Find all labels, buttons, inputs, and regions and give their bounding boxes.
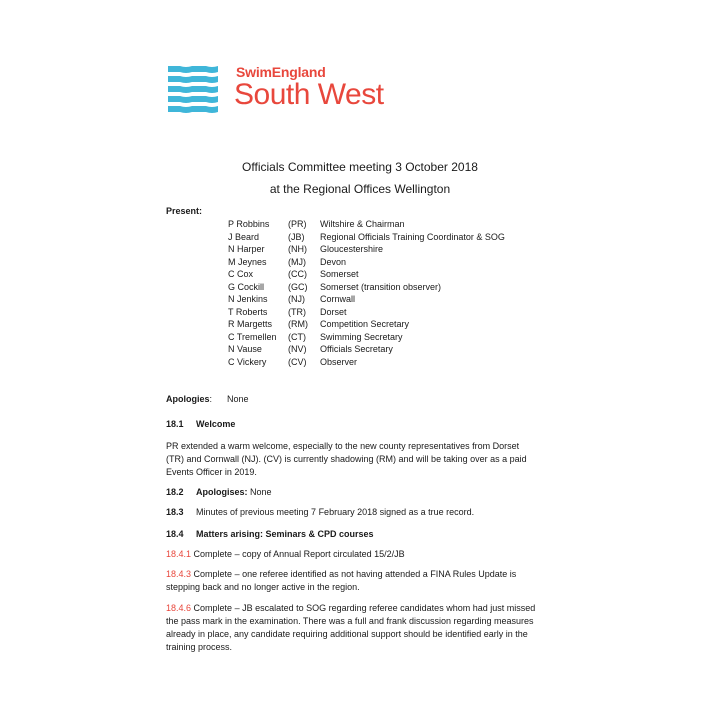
apologies-label: Apologies: [166, 394, 210, 404]
section-18-3: 18.3 Minutes of previous meeting 7 February 2018 signed as a true record.: [166, 507, 475, 517]
section-18-4-6: 18.4.6 Complete – JB escalated to SOG regarding referee candidates whom had just missed the pass mark in the examination. There was a full and frank discussion regarding measures already in place, any candidate requiring additional support should be identified early in the training process.: [166, 603, 536, 652]
attendee-row: C Vickery (CV) Observer: [228, 356, 358, 367]
attendee-row: J Beard (JB) Regional Officials Training Coordinator & SOG: [228, 231, 505, 242]
section-18-2: 18.2 Apologises: None: [166, 487, 272, 497]
attendee-row: P Robbins (PR) Wiltshire & Chairman: [228, 219, 405, 229]
apologies-line: Apologies: None: [166, 394, 249, 404]
attendee-row: N Vause (NV) Officials Secretary: [228, 344, 393, 354]
section-18-1-heading: 18.1 Welcome: [166, 419, 236, 429]
attendee-row: T Roberts (TR) Dorset: [228, 306, 347, 317]
swim-england-logo: [166, 62, 406, 118]
wave-logo-icon: [166, 62, 222, 114]
meeting-title: Officials Committee meeting 3 October 2018: [242, 160, 478, 174]
logo-region-text: South West: [234, 78, 384, 111]
attendee-row: C Tremellen (CT) Swimming Secretary: [228, 331, 403, 342]
attendee-row: N Harper (NH) Gloucestershire: [228, 244, 384, 254]
section-18-4-1: 18.4.1 Complete – copy of Annual Report circulated 15/2/JB: [166, 549, 405, 559]
logo-brand-text: SwimEngland: [236, 64, 326, 80]
section-18-4-3: 18.4.3 Complete – one referee identified as not having attended a FINA Rules Update is stepping back and no longer active in the region.: [166, 569, 517, 592]
section-18-1-body: PR extended a warm welcome, especially to the new county representatives from Dorset (TR) and Cornwall (NJ). (CV) is currently shadowing (RM) and will be taking over as a paid Events Officer in 2019.: [166, 441, 527, 477]
section-18-4-heading: 18.4 Matters arising: Seminars & CPD courses: [166, 529, 374, 539]
present-label: Present:: [166, 206, 203, 216]
attendee-row: C Cox (CC) Somerset: [228, 269, 359, 279]
attendee-row: R Margetts (RM) Competition Secretary: [228, 319, 410, 329]
meeting-location: at the Regional Offices Wellington: [269, 182, 451, 196]
apologies-value: None: [227, 394, 249, 404]
attendee-row: G Cockill (GC) Somerset (transition observer): [228, 281, 442, 292]
attendee-row: M Jeynes (MJ) Devon: [228, 256, 347, 267]
attendee-list: [228, 218, 548, 368]
attendee-row: N Jenkins (NJ) Cornwall: [228, 294, 356, 304]
